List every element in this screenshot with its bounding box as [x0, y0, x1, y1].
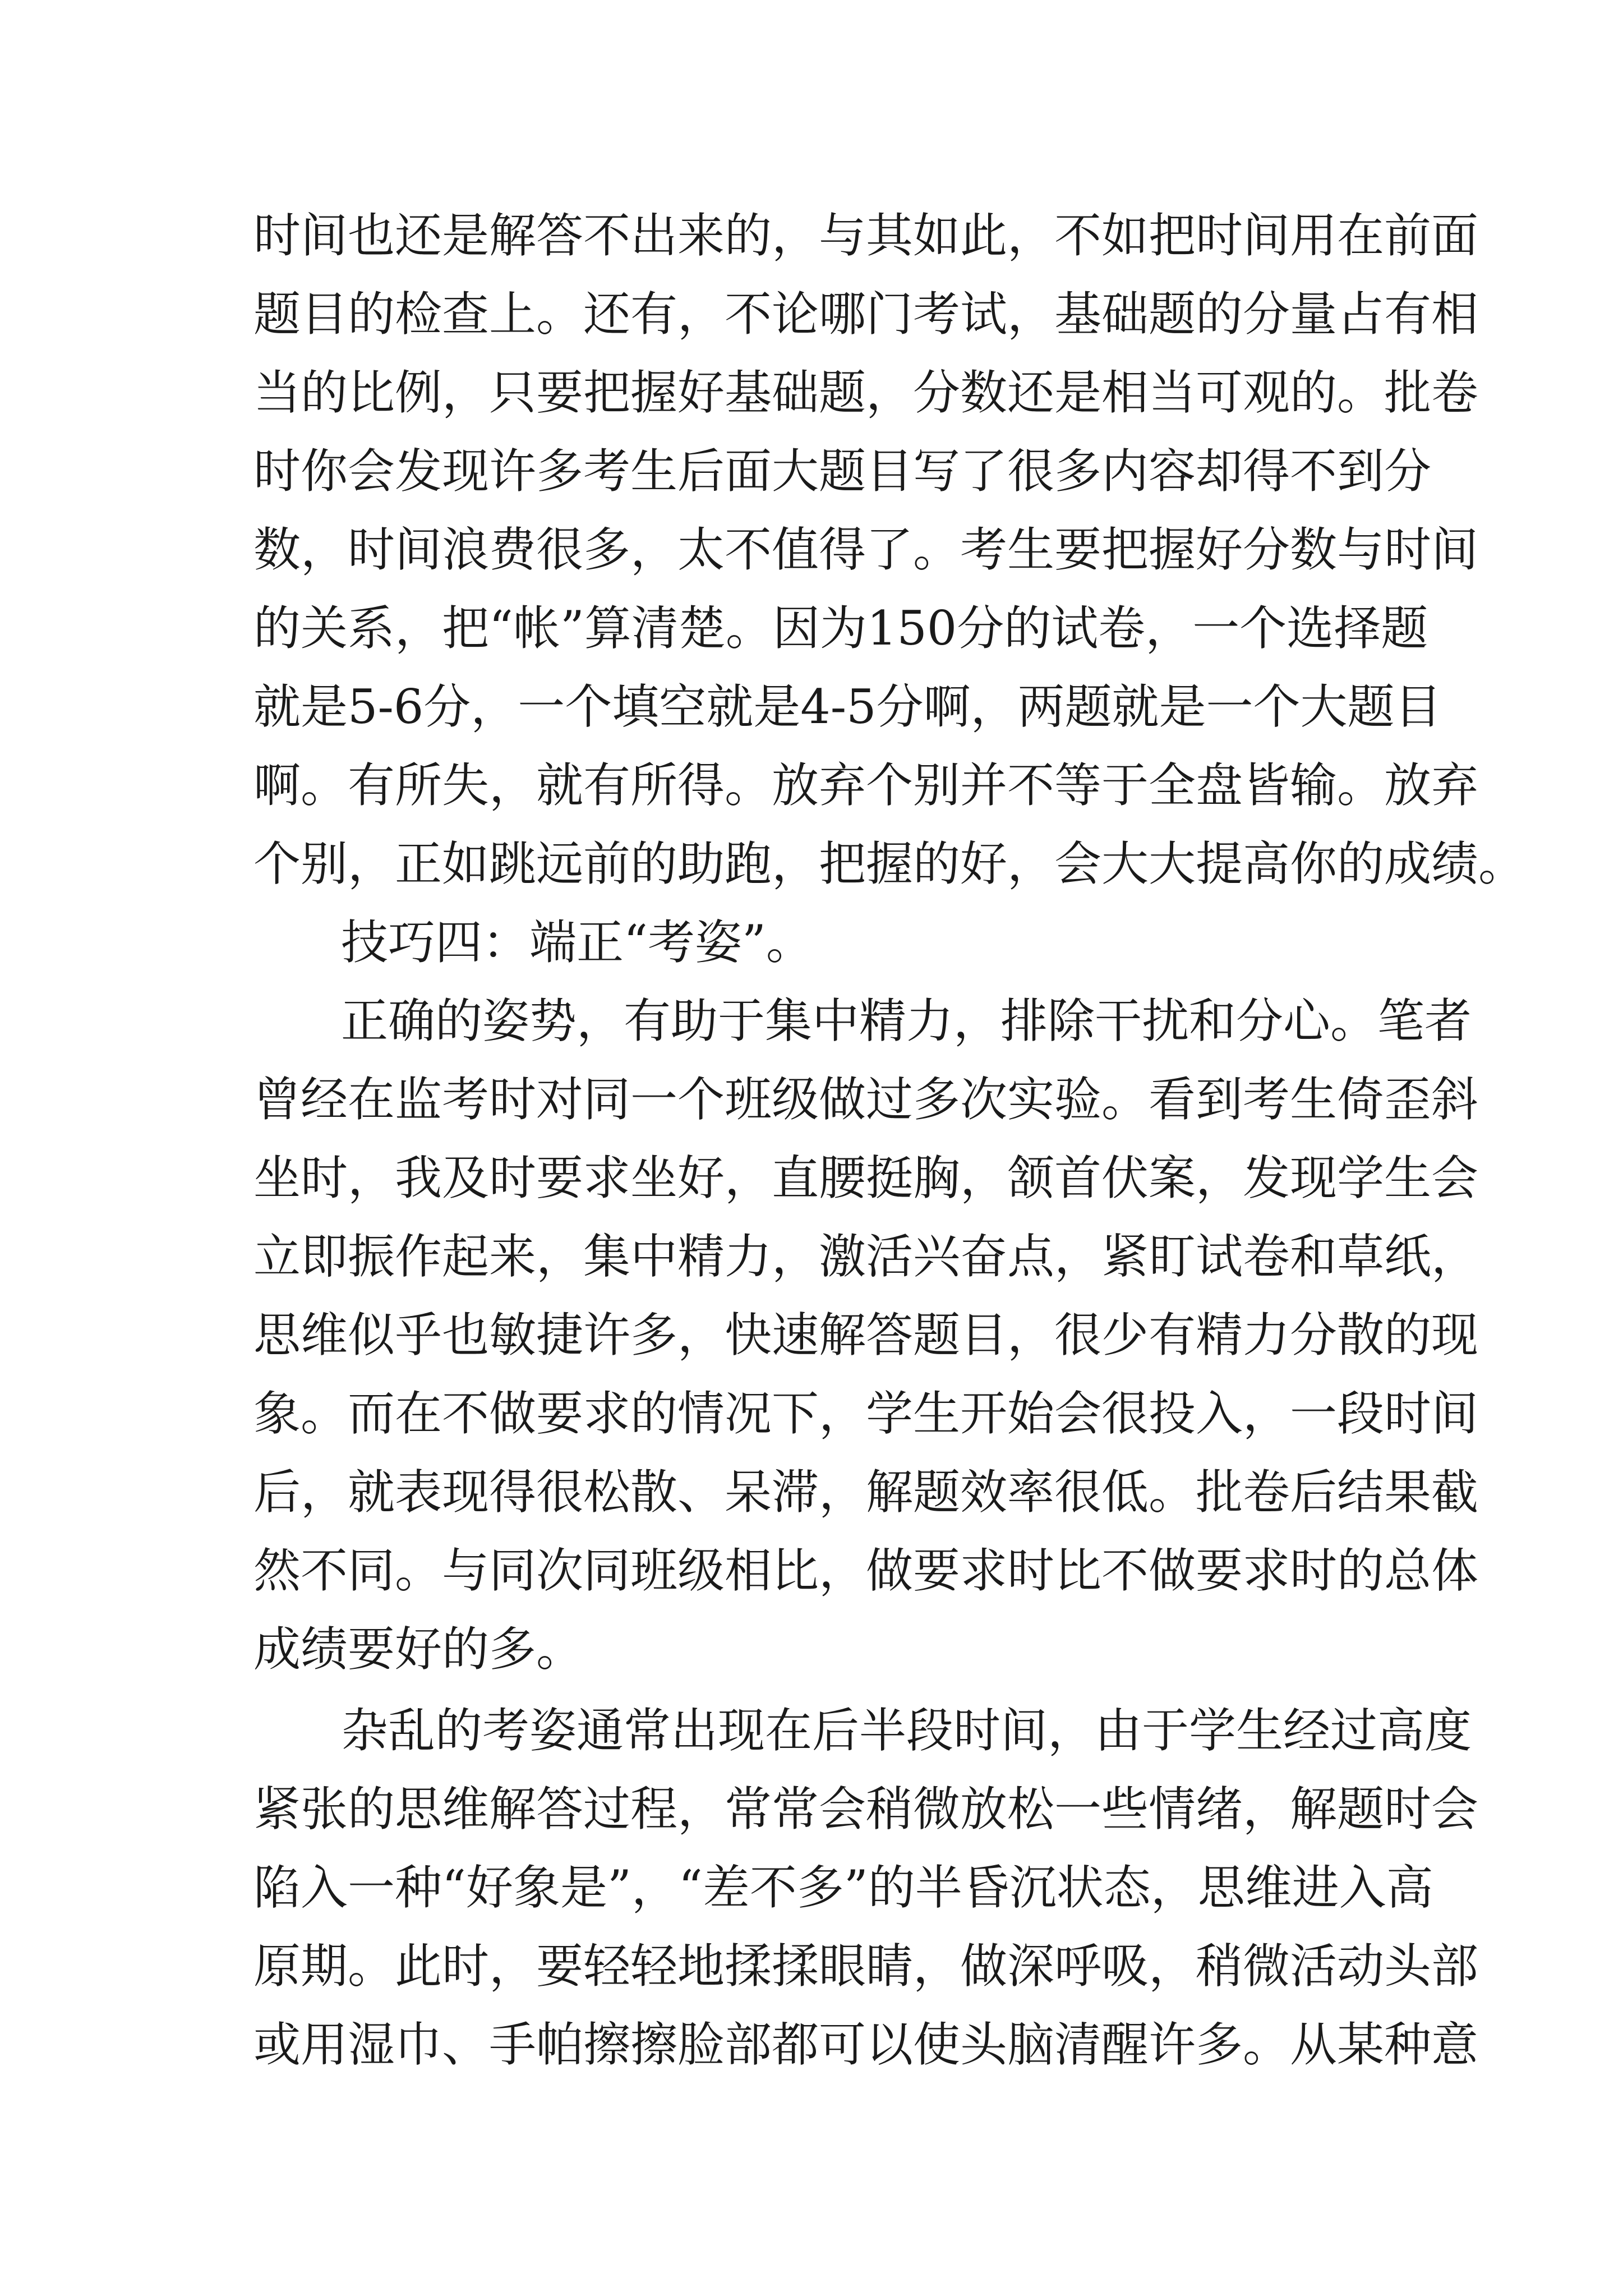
text-line: 或用湿巾、手帕擦擦脸部都可以使头脑清醒许多。从某种意 [253, 2017, 1479, 2072]
text-line: 就是5-6分，一个填空就是4-5分啊，两题就是一个大题目 [253, 679, 1442, 734]
text-line: 坐时，我及时要求坐好，直腰挺胸，颔首伏案，发现学生会 [253, 1151, 1479, 1205]
text-line: 时间也还是解答不出来的，与其如此，不如把时间用在前面 [253, 208, 1479, 263]
text-line: 象。而在不做要求的情况下，学生开始会很投入，一段时间 [253, 1386, 1479, 1441]
text-line: 思维似乎也敏捷许多，快速解答题目，很少有精力分散的现 [253, 1308, 1479, 1363]
text-line: 啊。有所失，就有所得。放弃个别并不等于全盘皆输。放弃 [253, 758, 1479, 813]
text-line: 题目的检查上。还有，不论哪门考试，基础题的分量占有相 [253, 287, 1479, 342]
text-line: 的关系，把“帐”算清楚。因为150分的试卷，一个选择题 [253, 601, 1428, 656]
text-line: 当的比例，只要把握好基础题，分数还是相当可观的。批卷 [253, 365, 1479, 420]
text-line: 紧张的思维解答过程，常常会稍微放松一些情绪，解题时会 [253, 1782, 1479, 1837]
text-line: 然不同。与同次同班级相比，做要求时比不做要求时的总体 [253, 1543, 1479, 1598]
text-line: 时你会发现许多考生后面大题目写了很多内容却得不到分 [253, 444, 1432, 499]
text-line: 个别，正如跳远前的助跑，把握的好，会大大提高你的成绩。 [253, 836, 1526, 891]
text-line: 立即振作起来，集中精力，激活兴奋点，紧盯试卷和草纸， [253, 1229, 1479, 1284]
text-line: 成绩要好的多。 [253, 1622, 584, 1677]
text-line: 数，时间浪费很多，太不值得了。考生要把握好分数与时间 [253, 522, 1479, 577]
text-line: 后，就表现得很松散、呆滞，解题效率很低。批卷后结果截 [253, 1465, 1479, 1520]
text-line: 陷入一种“好象是”，“差不多”的半昏沉状态，思维进入高 [253, 1860, 1433, 1915]
text-line: 正确的姿势，有助于集中精力，排除干扰和分心。笔者 [341, 993, 1472, 1048]
text-line: 原期。此时，要轻轻地揉揉眼睛，做深呼吸，稍微活动头部 [253, 1939, 1479, 1994]
text-line: 杂乱的考姿通常出现在后半段时间，由于学生经过高度 [341, 1703, 1472, 1758]
text-line: 曾经在监考时对同一个班级做过多次实验。看到考生倚歪斜 [253, 1072, 1479, 1127]
section-heading: 技巧四：端正“考姿”。 [341, 915, 813, 970]
